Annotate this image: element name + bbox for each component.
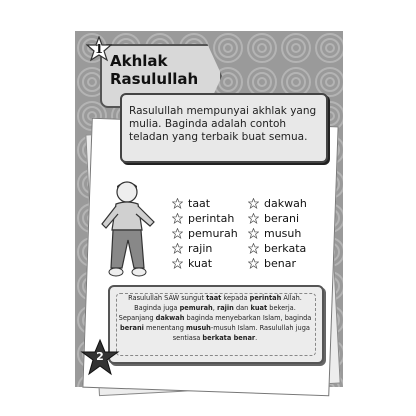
star-outline-icon: [248, 213, 259, 224]
keyword-bold: kuat: [250, 304, 268, 312]
list-item: musuh: [248, 226, 307, 241]
list-item: taat: [172, 196, 238, 211]
star-outline-icon: [172, 198, 183, 209]
star-outline-icon: [248, 228, 259, 239]
list-item: benar: [248, 256, 307, 271]
paragraph-run: menentang: [143, 324, 186, 332]
list-item: berani: [248, 211, 307, 226]
boy-illustration: [94, 178, 160, 282]
list-item: berkata: [248, 241, 307, 256]
paragraph-run: .: [255, 334, 258, 342]
title-line-2: Rasulullah: [110, 70, 199, 88]
list-item: perintah: [172, 211, 238, 226]
star-outline-icon: [172, 228, 183, 239]
page-title: [110, 52, 220, 88]
paragraph-run: ,: [212, 304, 217, 312]
list-item: rajin: [172, 241, 238, 256]
paragraph-run: dan: [233, 304, 251, 312]
paragraph-run: Allah. Baginda juga: [134, 294, 302, 312]
intro-text: Rasulullah mempunyai akhlak yang mulia. Baginda adalah contoh teladan yang terbaik buat semua.: [129, 105, 317, 143]
list-item: kuat: [172, 256, 238, 271]
page-number: 2: [96, 350, 104, 363]
paragraph-run: -musuh Islam. Rasulullah juga sentiasa: [172, 324, 310, 342]
keyword-bold: rajin: [216, 304, 234, 312]
trait-list-right: [248, 196, 307, 271]
keyword-bold: berkata benar: [202, 334, 256, 342]
title-line-1: Akhlak: [110, 52, 168, 70]
star-outline-icon: [248, 198, 259, 209]
chapter-number: 1: [94, 42, 104, 56]
star-outline-icon: [248, 243, 259, 254]
keyword-bold: berani: [120, 324, 144, 332]
paragraph-text: [116, 293, 314, 343]
keyword-bold: taat: [206, 294, 222, 302]
keyword-bold: dakwah: [155, 314, 185, 322]
star-outline-icon: [172, 213, 183, 224]
paragraph-run: baginda menyebarkan Islam, baginda: [184, 314, 312, 322]
keyword-bold: musuh: [185, 324, 211, 332]
star-outline-icon: [172, 258, 183, 269]
keyword-bold: perintah: [249, 294, 282, 302]
star-outline-icon: [172, 243, 183, 254]
list-item: pemurah: [172, 226, 238, 241]
chapter-badge: [86, 36, 112, 62]
paragraph-run: bekerja. Sepanjang: [118, 304, 296, 322]
paragraph-run: Rasulullah SAW sungut: [128, 294, 207, 302]
keyword-bold: pemurah: [179, 304, 213, 312]
trait-list-left: [172, 196, 238, 271]
paragraph-run: kepada: [221, 294, 250, 302]
list-item: dakwah: [248, 196, 307, 211]
star-outline-icon: [248, 258, 259, 269]
